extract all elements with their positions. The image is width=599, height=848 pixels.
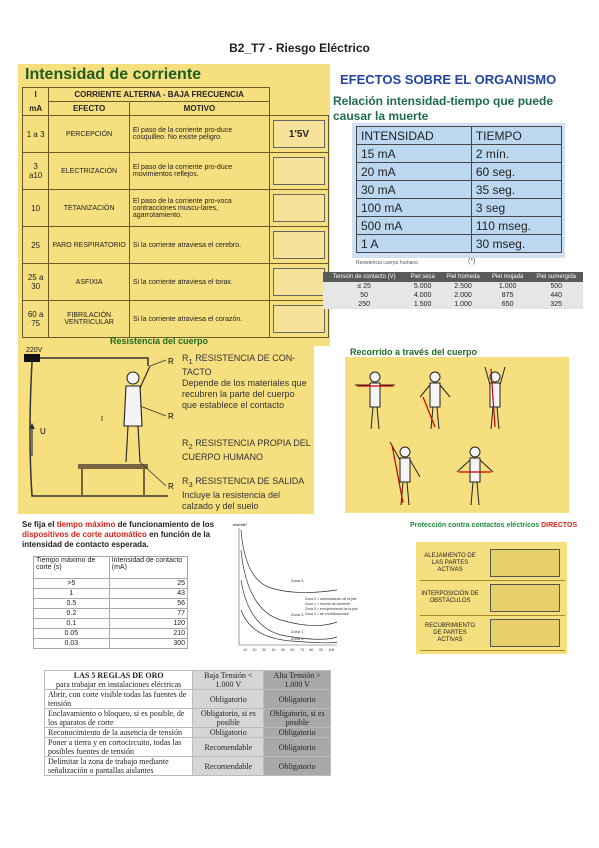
intensidad-row — [23, 301, 329, 338]
row-efecto: FIBRILACIÓN VENTRICULAR — [49, 301, 130, 338]
row-motivo: El paso de la corriente pro-voca contracciones muscu-lares, agarrotamiento. — [129, 190, 269, 227]
tm-intensidad: 43 — [109, 589, 187, 599]
reglas-table — [44, 670, 331, 776]
row-efecto: PARO RESPIRATORIO — [49, 227, 130, 264]
efectos-tiempo: 110 mseg. — [471, 217, 561, 235]
voltage-label: 220V — [26, 347, 43, 354]
body-path-icon — [457, 447, 493, 505]
protection-illustration-icon — [490, 584, 560, 612]
graph-zone-label: Zona 1 — [291, 629, 304, 634]
efectos-row — [357, 145, 562, 163]
efectos-row — [357, 235, 562, 253]
r3-text: RESISTENCIA DE SALIDA — [195, 476, 305, 486]
tiempo-maximo-row — [34, 579, 188, 589]
resistencia-cell: 500 — [529, 282, 583, 291]
r2-sub: 2 — [188, 441, 193, 451]
efectos-tiempo: 30 mseg. — [471, 235, 561, 253]
efectos-row — [357, 181, 562, 199]
resistencia-cell: 1.500 — [405, 300, 440, 309]
regla-bt: Recomendable — [193, 757, 264, 776]
row-ma: 25 — [23, 227, 49, 264]
tm-text-red-2: dispositivos de corte automático — [22, 530, 147, 539]
tm-tiempo: 0.03 — [34, 639, 110, 649]
row-motivo: Si la corriente atraviesa el cerebro. — [129, 227, 269, 264]
proteccion-item-label: RECUBRIMIENTO DE PARTES ACTIVAS — [424, 622, 476, 643]
row-efecto: ELECTRIZACIÓN — [49, 153, 130, 190]
efectos-intensidad: 30 mA — [357, 181, 472, 199]
worker-figure-icon — [124, 366, 150, 462]
col-tiempo: TIEMPO — [471, 127, 561, 145]
row-motivo: Si la corriente atraviesa el torax. — [129, 264, 269, 301]
resistencia-title: Resistencia del cuerpo — [110, 336, 209, 346]
zones-graph — [231, 520, 358, 655]
tm-tiempo: >5 — [34, 579, 110, 589]
reglas-subtitle: para trabajar en instalaciones eléctricas — [56, 680, 182, 689]
effect-illustration-icon — [273, 157, 325, 185]
resistencia-cell: 50 — [323, 291, 405, 300]
tiempo-maximo-text — [22, 520, 230, 550]
resistencia-table — [323, 272, 583, 309]
resistencia-cell: 4.000 — [405, 291, 440, 300]
graph-x-tick: 90 — [319, 648, 323, 652]
intensidad-row — [23, 227, 329, 264]
r1-label: R — [182, 353, 189, 363]
intensidad-table — [22, 87, 329, 338]
regla-bt: Recomendable — [193, 738, 264, 757]
effect-illustration-icon — [273, 268, 325, 296]
efectos-intensidad: 15 mA — [357, 145, 472, 163]
intensidad-row — [23, 264, 329, 301]
effect-illustration-icon — [273, 231, 325, 259]
efectos-intensidad: 100 mA — [357, 199, 472, 217]
tiempo-maximo-table — [33, 556, 188, 649]
row-motivo: El paso de la corriente pro-duce cosquilleo. No existe peligro. — [129, 116, 269, 153]
resistencia-cell: 250 — [323, 300, 405, 309]
proteccion-item — [420, 616, 565, 651]
resistencia-header: Piel mojada — [486, 272, 529, 282]
regla-row — [45, 738, 331, 757]
u-label: U — [40, 427, 46, 436]
graph-x-tick: 20 — [252, 648, 257, 652]
tm-text-2: de funcionamiento de los — [115, 520, 215, 529]
tiempo-maximo-row — [34, 619, 188, 629]
col-motivo: MOTIVO — [129, 102, 269, 116]
row-ma: 1 a 3 — [23, 116, 49, 153]
intensidad-row — [23, 153, 329, 190]
r1-block — [182, 353, 312, 411]
resistencia-row — [323, 291, 583, 300]
tm-text-1: Se fija el — [22, 520, 57, 529]
reglas-title-cell — [45, 671, 193, 690]
body-paths-illustration — [345, 357, 569, 513]
r1-text: RESISTENCIA DE CON-TACTO — [182, 353, 296, 377]
regla-bt: Obligatorio — [193, 728, 264, 738]
circuit-diagram — [18, 346, 198, 514]
i-label: I — [101, 416, 103, 423]
regla-text: Poner a tierra y en cortocircuito, todas las posibles fuentes de tensión — [45, 738, 193, 757]
row-motivo: El paso de la corriente pro-duce movimientos reflejos. — [129, 153, 269, 190]
resistencia-row — [323, 282, 583, 291]
reglas-col-at: Alta Tensión > 1.000 V — [264, 671, 331, 690]
efectos-table — [356, 126, 562, 253]
graph-x-tick: 40 — [271, 648, 276, 652]
tm-tiempo: 0.05 — [34, 629, 110, 639]
tm-intensidad: 300 — [109, 639, 187, 649]
r3-block — [182, 476, 312, 512]
tm-intensidad: 210 — [109, 629, 187, 639]
resistencia-cell: 2.000 — [440, 291, 486, 300]
page-title: B2_T7 - Riesgo Eléctrico — [229, 41, 370, 55]
protection-illustration-icon — [490, 549, 560, 577]
regla-bt: Obligatorio — [193, 690, 264, 709]
graph-legend-item: Zona 3 = enrojecimiento de la piel — [305, 607, 358, 611]
resistencia-cell: ≤ 25 — [323, 282, 405, 291]
graph-y-label: ms/mA² — [233, 522, 247, 527]
regla-at: Obligatorio — [264, 757, 331, 776]
graph-x-tick: 60 — [290, 648, 295, 652]
tm-tiempo: 1 — [34, 589, 110, 599]
efectos-tiempo: 3 seg — [471, 199, 561, 217]
graph-zone-label: Zona 4 — [291, 578, 304, 583]
proteccion-title — [410, 521, 582, 530]
tm-intensidad: 120 — [109, 619, 187, 629]
efectos-tiempo: 35 seg. — [471, 181, 561, 199]
r1-desc: Depende de los materiales que recubren la parte del cuerpo que establece el contacto — [182, 377, 307, 410]
efectos-intensidad: 20 mA — [357, 163, 472, 181]
efectos-row — [357, 163, 562, 181]
regla-at: Obligatorio — [264, 690, 331, 709]
efectos-row — [357, 199, 562, 217]
intensidad-row — [23, 116, 329, 153]
regla-row — [45, 757, 331, 776]
regla-text: Delimitar la zona de trabajo mediante señalización o pantallas aislantes — [45, 757, 193, 776]
regla-text: Enclavamiento o bloqueo, si es posible, de los aparatos de corte — [45, 709, 193, 728]
tm-text-red-1: tiempo máximo — [56, 520, 116, 529]
graph-zone-label: Zona 0 — [291, 636, 304, 641]
tm-tiempo: 0.5 — [34, 599, 110, 609]
col-ma: mA — [23, 102, 49, 116]
tm-intensidad: 25 — [109, 579, 187, 589]
col-intensidad: INTENSIDAD — [357, 127, 472, 145]
tm-intensidad: 77 — [109, 609, 187, 619]
body-path-icon — [355, 372, 395, 429]
regla-bt: Obligatorio, si es posible — [193, 709, 264, 728]
resistencia-cell: 5.000 — [405, 282, 440, 291]
tiempo-maximo-row — [34, 639, 188, 649]
regla-at: Obligatorio, si es posible — [264, 709, 331, 728]
protection-illustration-icon — [490, 619, 560, 647]
row-ma: 25 a 30 — [23, 264, 49, 301]
row-efecto: PERCEPCIÓN — [49, 116, 130, 153]
efectos-tiempo: 2 mín. — [471, 145, 561, 163]
resistencia-cell: 2.500 — [440, 282, 486, 291]
tiempo-maximo-row — [34, 609, 188, 619]
proteccion-item — [420, 581, 565, 616]
graph-x-tick: 10 — [243, 648, 247, 652]
regla-text: Reconocimiento de la ausencia de tensión — [45, 728, 193, 738]
efectos-tiempo: 60 seg. — [471, 163, 561, 181]
resistencia-cell: 1.000 — [486, 282, 529, 291]
row-ma: 10 — [23, 190, 49, 227]
row-efecto: ASFIXIA — [49, 264, 130, 301]
regla-at: Obligatorio — [264, 738, 331, 757]
tm-tiempo: 0.2 — [34, 609, 110, 619]
tm-tiempo: 0.1 — [34, 619, 110, 629]
efectos-intensidad: 1 A — [357, 235, 472, 253]
regla-row — [45, 690, 331, 709]
tm-col1: Tiempo máximo de corte (s) — [34, 557, 110, 579]
graph-x-tick: 30 — [262, 648, 266, 652]
col-ma-top: I — [23, 88, 49, 102]
resistencia-cell: 440 — [529, 291, 583, 300]
effect-illustration-icon — [273, 305, 325, 333]
svg-text:R: R — [168, 412, 174, 421]
graph-zone-label: Zona 3 — [291, 612, 304, 617]
tm-col2: Intensidad de contacto (mA) — [109, 557, 187, 579]
row-ma: 60 a 75 — [23, 301, 49, 338]
reglas-title: LAS 5 REGLAS DE ORO — [73, 671, 164, 680]
resistencia-header: Piel húmeda — [440, 272, 486, 282]
proteccion-title-red: DIRECTOS — [541, 522, 578, 529]
header-top: CORRIENTE ALTERNA - BAJA FRECUENCIA — [49, 88, 270, 102]
regla-text: Abrir, con corte visible todas las fuentes de tensión — [45, 690, 193, 709]
proteccion-list — [420, 546, 565, 651]
r3-desc: Incluye la resistencia del calzado y del suelo — [182, 489, 281, 511]
tm-text-3: en función de la intensidad de contacto esperada. — [22, 530, 211, 549]
effect-illustration-icon — [273, 194, 325, 222]
tiempo-maximo-row — [34, 599, 188, 609]
resistencia-header: Tensión de contacto (V) — [323, 272, 405, 282]
col-efecto: EFECTO — [49, 102, 130, 116]
tiempo-maximo-row — [34, 589, 188, 599]
tiempo-maximo-row — [34, 629, 188, 639]
r2-block — [182, 438, 312, 463]
tm-intensidad: 56 — [109, 599, 187, 609]
resistencia-cell: 875 — [486, 291, 529, 300]
resistencia-header: Piel sumergida — [529, 272, 583, 282]
row-ma: 3 a10 — [23, 153, 49, 190]
efectos-note-mark: (*) — [468, 258, 476, 265]
svg-text:R: R — [168, 357, 174, 366]
regla-row — [45, 709, 331, 728]
graph-legend-item: Zona 0 = carbonización de la piel — [305, 597, 357, 601]
r2-text: RESISTENCIA PROPIA DEL CUERPO HUMANO — [182, 438, 311, 462]
regla-row — [45, 728, 331, 738]
r2-label: R — [182, 438, 189, 448]
proteccion-title-text: Protección contra contactos eléctricos — [410, 522, 542, 529]
proteccion-item-label: INTERPOSICIÓN DE OBSTÁCULOS — [421, 591, 479, 604]
efectos-row — [357, 217, 562, 235]
proteccion-item-label: ALEJAMIENTO DE LAS PARTES ACTIVAS — [424, 552, 476, 573]
effect-illustration-icon: 1'5V — [273, 120, 325, 148]
body-path-icon — [390, 442, 420, 505]
graph-legend-item: Zona 1 = muerte de corriente — [305, 602, 351, 606]
recorrido-title: Recorrido a través del cuerpo — [350, 347, 478, 357]
svg-text:R: R — [168, 482, 174, 491]
graph-x-tick: 50 — [281, 648, 285, 652]
resistencia-cell: 325 — [529, 300, 583, 309]
r1-sub: 1 — [188, 356, 193, 366]
intensidad-title: Intensidad de corriente — [25, 66, 202, 83]
resistencia-header: Piel seca — [405, 272, 440, 282]
graph-x-tick: 80 — [309, 648, 314, 652]
graph-x-tick: 70 — [300, 648, 304, 652]
reglas-col-bt: Baja Tensión < 1.000 V — [193, 671, 264, 690]
r3-sub: 3 — [188, 479, 193, 489]
efectos-intensidad: 500 mA — [357, 217, 472, 235]
efectos-note: Resistencia cuerpo humano — [356, 260, 418, 266]
row-motivo: Si la corriente atraviesa el corazón. — [129, 301, 269, 338]
regla-at: Obligatorio — [264, 728, 331, 738]
efectos-subtitle: Relación intensidad-tiempo que puede causar la muerte — [333, 94, 554, 123]
resistencia-cell: 1.000 — [440, 300, 486, 309]
resistencia-cell: 650 — [486, 300, 529, 309]
r3-label: R — [182, 476, 189, 486]
efectos-title: EFECTOS SOBRE EL ORGANISMO — [340, 72, 557, 87]
intensidad-row — [23, 190, 329, 227]
graph-legend-item: Zona 4 = sin modificaciones — [305, 612, 349, 616]
row-efecto: TETANIZACIÓN — [49, 190, 130, 227]
resistencia-row — [323, 300, 583, 309]
graph-x-tick: 100 — [328, 648, 335, 652]
proteccion-item — [420, 546, 565, 581]
